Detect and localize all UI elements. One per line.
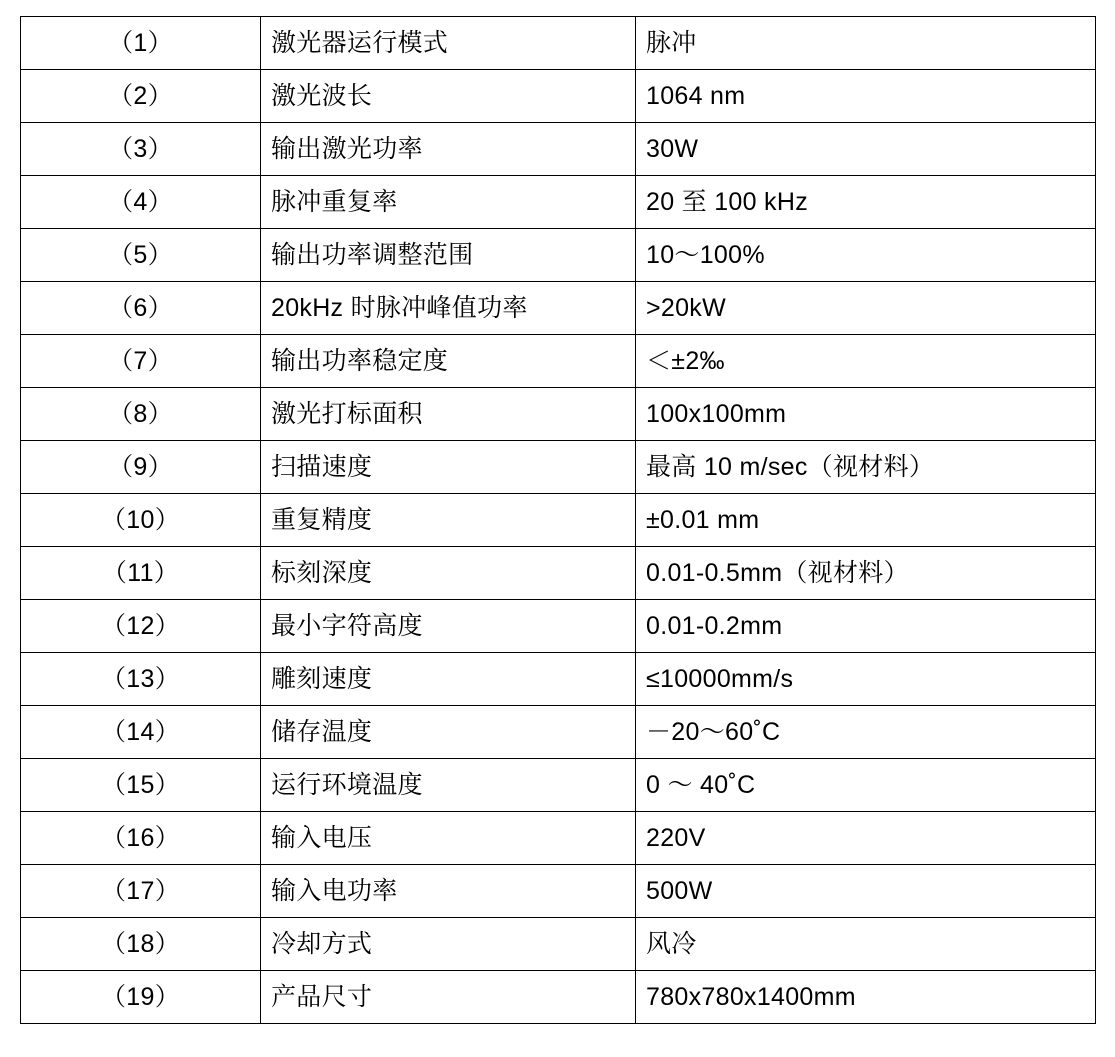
row-index: （13） bbox=[21, 653, 261, 706]
row-name: 输出功率稳定度 bbox=[261, 335, 636, 388]
row-value: 20 至 100 kHz bbox=[636, 176, 1096, 229]
row-value: 0.01-0.2mm bbox=[636, 600, 1096, 653]
table-row bbox=[21, 971, 1096, 1024]
row-index: （1） bbox=[21, 17, 261, 70]
row-name: 运行环境温度 bbox=[261, 759, 636, 812]
row-index: （11） bbox=[21, 547, 261, 600]
row-index: （7） bbox=[21, 335, 261, 388]
row-value: ±0.01 mm bbox=[636, 494, 1096, 547]
row-name: 激光器运行模式 bbox=[261, 17, 636, 70]
row-name: 标刻深度 bbox=[261, 547, 636, 600]
row-value: 风冷 bbox=[636, 918, 1096, 971]
row-name: 重复精度 bbox=[261, 494, 636, 547]
row-value: ＜±2‰ bbox=[636, 335, 1096, 388]
row-index: （17） bbox=[21, 865, 261, 918]
table-row bbox=[21, 653, 1096, 706]
row-name: 雕刻速度 bbox=[261, 653, 636, 706]
row-index: （12） bbox=[21, 600, 261, 653]
table-row bbox=[21, 17, 1096, 70]
table-row bbox=[21, 865, 1096, 918]
row-name: 脉冲重复率 bbox=[261, 176, 636, 229]
row-name: 冷却方式 bbox=[261, 918, 636, 971]
row-name: 激光波长 bbox=[261, 70, 636, 123]
row-value: －20～60˚C bbox=[636, 706, 1096, 759]
row-value: 10～100% bbox=[636, 229, 1096, 282]
table-row bbox=[21, 229, 1096, 282]
row-name: 最小字符高度 bbox=[261, 600, 636, 653]
row-name: 输出功率调整范围 bbox=[261, 229, 636, 282]
table-row bbox=[21, 176, 1096, 229]
row-value: 1064 nm bbox=[636, 70, 1096, 123]
table-row bbox=[21, 812, 1096, 865]
row-value: 0 ～ 40˚C bbox=[636, 759, 1096, 812]
row-name: 储存温度 bbox=[261, 706, 636, 759]
row-name: 输入电压 bbox=[261, 812, 636, 865]
row-index: （18） bbox=[21, 918, 261, 971]
table-row bbox=[21, 282, 1096, 335]
specification-table bbox=[20, 16, 1096, 1024]
row-value: 220V bbox=[636, 812, 1096, 865]
row-value: 最高 10 m/sec（视材料） bbox=[636, 441, 1096, 494]
row-value: 100x100mm bbox=[636, 388, 1096, 441]
row-value: ≤10000mm/s bbox=[636, 653, 1096, 706]
row-name: 产品尺寸 bbox=[261, 971, 636, 1024]
row-index: （4） bbox=[21, 176, 261, 229]
row-index: （16） bbox=[21, 812, 261, 865]
row-name: 20kHz 时脉冲峰值功率 bbox=[261, 282, 636, 335]
table-row bbox=[21, 547, 1096, 600]
row-value: >20kW bbox=[636, 282, 1096, 335]
table-row bbox=[21, 600, 1096, 653]
table-row bbox=[21, 706, 1096, 759]
row-name: 激光打标面积 bbox=[261, 388, 636, 441]
specification-table-body bbox=[21, 17, 1096, 1024]
row-value: 780x780x1400mm bbox=[636, 971, 1096, 1024]
row-index: （2） bbox=[21, 70, 261, 123]
row-index: （15） bbox=[21, 759, 261, 812]
row-index: （9） bbox=[21, 441, 261, 494]
row-index: （3） bbox=[21, 123, 261, 176]
row-value: 0.01-0.5mm（视材料） bbox=[636, 547, 1096, 600]
row-name: 扫描速度 bbox=[261, 441, 636, 494]
table-row bbox=[21, 70, 1096, 123]
row-value: 脉冲 bbox=[636, 17, 1096, 70]
table-row bbox=[21, 123, 1096, 176]
row-value: 30W bbox=[636, 123, 1096, 176]
row-index: （14） bbox=[21, 706, 261, 759]
row-index: （10） bbox=[21, 494, 261, 547]
table-row bbox=[21, 441, 1096, 494]
row-index: （6） bbox=[21, 282, 261, 335]
table-row bbox=[21, 918, 1096, 971]
table-row bbox=[21, 388, 1096, 441]
row-name: 输入电功率 bbox=[261, 865, 636, 918]
table-row bbox=[21, 494, 1096, 547]
table-row bbox=[21, 759, 1096, 812]
row-index: （8） bbox=[21, 388, 261, 441]
row-index: （19） bbox=[21, 971, 261, 1024]
row-name: 输出激光功率 bbox=[261, 123, 636, 176]
row-index: （5） bbox=[21, 229, 261, 282]
table-row bbox=[21, 335, 1096, 388]
row-value: 500W bbox=[636, 865, 1096, 918]
